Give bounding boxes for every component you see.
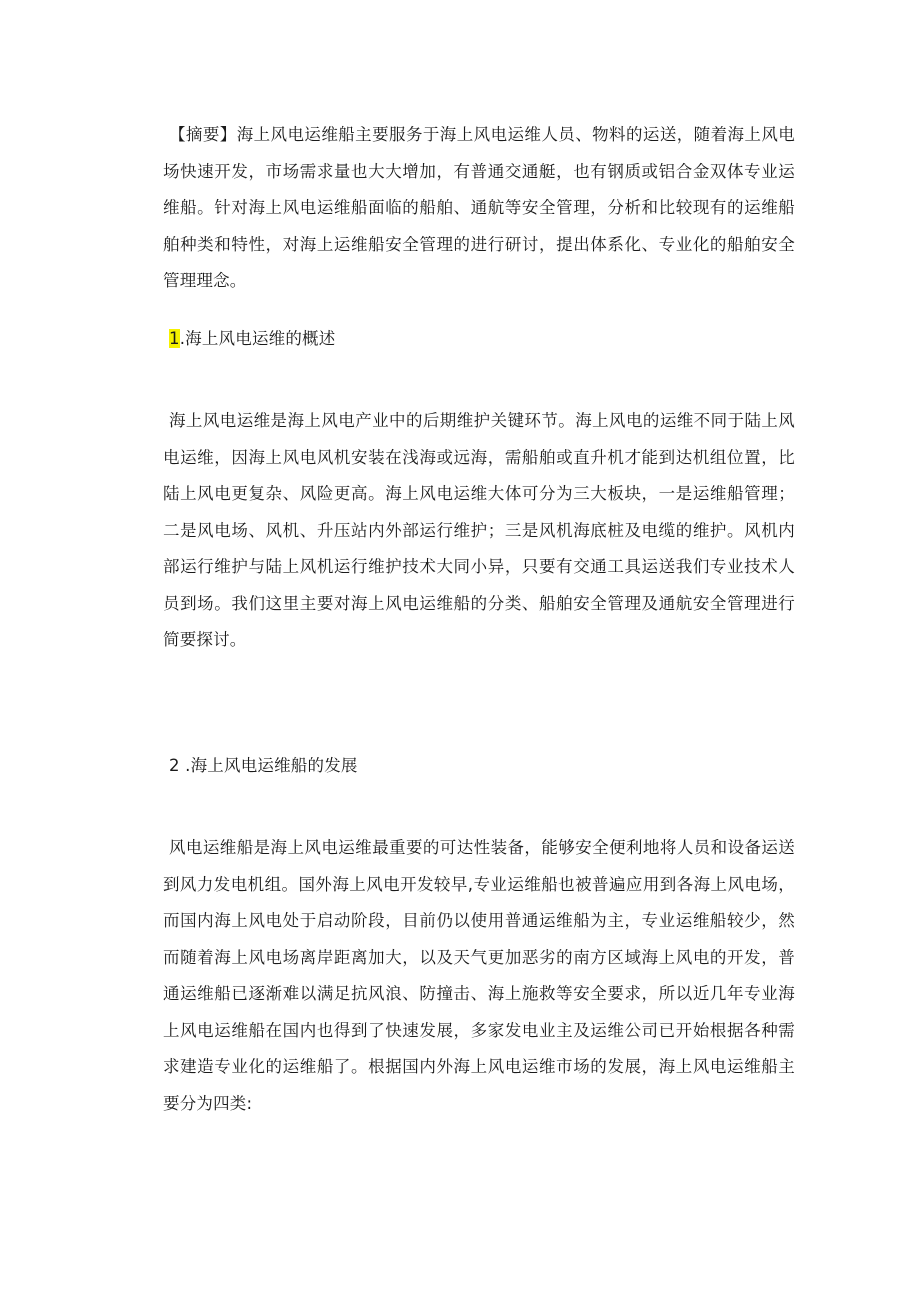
abstract-paragraph bbox=[163, 117, 795, 300]
section-1-heading bbox=[169, 327, 335, 351]
section-2-paragraph bbox=[163, 830, 795, 1122]
section-1-paragraph bbox=[163, 403, 795, 659]
section-1-number: 1 bbox=[169, 329, 180, 348]
abstract-text: 【摘要】海上风电运维船主要服务于海上风电运维人员、物料的运送，随着海上风电场快速开发，市场需求量也大大增加，有普通交通艇，也有钢质或铝合金双体专业运维船。针对海上风电运维船面临的船舶、通航等安全管理，分析和比较现有的运维船舶种类和特性，对海上运维船安全管理的进行研讨，提出体系化、专业化的船舶安全管理理念。 bbox=[163, 125, 795, 290]
section-1-body: 海上风电运维是海上风电产业中的后期维护关键环节。海上风电的运维不同于陆上风电运维，因海上风电风机安装在浅海或远海，需船舶或直升机才能到达机组位置，比陆上风电更复杂、风险更高。海上风电运维大体可分为三大板块，一是运维船管理；二是风电场、风机、升压站内外部运行维护；三是风机海底桩及电缆的维护。风机内部运行维护与陆上风机运行维护技术大同小异，只要有交通工具运送我们专业技术人员到场。我们这里主要对海上风电运维船的分类、船舶安全管理及通航安全管理进行简要探讨。 bbox=[163, 411, 795, 649]
section-2-heading bbox=[169, 754, 358, 778]
section-2-body: 风电运维船是海上风电运维最重要的可达性装备，能够安全便利地将人员和设备运送到风力发电机组。国外海上风电开发较早,专业运维船也被普遍应用到各海上风电场，而国内海上风电处于启动阶段，目前仍以使用普通运维船为主，专业运维船较少，然而随着海上风电场离岸距离加大，以及天气更加恶劣的南方区域海上风电的开发，普通运维船已逐渐难以满足抗风浪、防撞击、海上施救等安全要求，所以近几年专业海上风电运维船在国内也得到了快速发展，多家发电业主及运维公司已开始根据各种需求建造专业化的运维船了。根据国内外海上风电运维市场的发展，海上风电运维船主要分为四类: bbox=[163, 838, 795, 1113]
section-2-number: 2 bbox=[169, 756, 180, 775]
section-2-title: .海上风电运维船的发展 bbox=[185, 756, 358, 775]
section-1-title: .海上风电运维的概述 bbox=[179, 329, 336, 348]
